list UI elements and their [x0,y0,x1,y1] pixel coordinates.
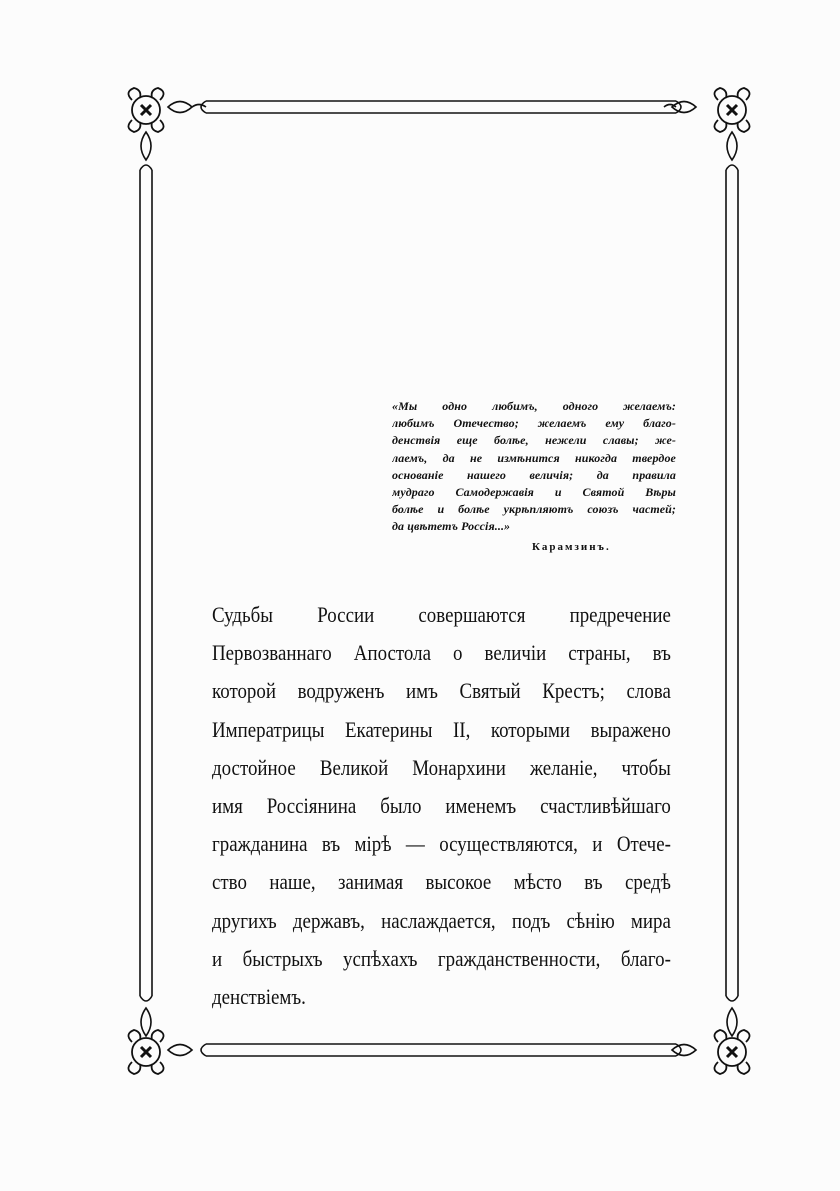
epigraph-line: основаніе нашего величія; да правила [392,467,676,482]
paragraph-line: имя Россіянина было именемъ счастливѣйшаго [212,793,671,819]
epigraph-line: денствія еще болѣе, нежели славы; же- [392,433,676,448]
epigraph-line: мудраго Самодержавія и Святой Вѣры [392,485,676,500]
paragraph-line: Первозваннаго Апостола о величіи страны, въ [212,640,671,666]
paragraph-line: ство наше, занимая высокое мѣсто въ средѣ [212,869,671,895]
epigraph-line: лаемъ, да не измѣнится никогда твердое [392,450,676,465]
paragraph-line: достойное Великой Монархини желаніе, чтобы [212,754,671,780]
paragraph-line: денствіемъ. [212,984,306,1010]
main-paragraph [212,596,672,1016]
epigraph-line: любимъ Отечество; желаемъ ему благо- [392,416,676,431]
epigraph-author: Карамзинъ. [532,541,611,553]
paragraph-line: гражданина въ мірѣ — осуществляются, и Отече- [212,831,671,857]
paragraph-line: Императрицы Екатерины II, которыми выражено [212,716,671,742]
paragraph-line: и быстрыхъ успѣхахъ гражданственности, благо- [212,945,671,971]
epigraph-line: да цвѣтетъ Россія...» [392,519,511,534]
epigraph-line: болѣе и болѣе укрѣпляютъ союзъ частей; [392,502,676,517]
epigraph [392,398,676,536]
epigraph-line: «Мы одно любимъ, одного желаемъ: [392,399,676,413]
paragraph-line: другихъ державъ, наслаждается, подъ сѣнію мира [212,907,671,933]
paragraph-line: которой водруженъ имъ Святый Крестъ; слова [212,678,671,704]
paragraph-line: Судьбы России совершаются предречение [212,602,671,627]
